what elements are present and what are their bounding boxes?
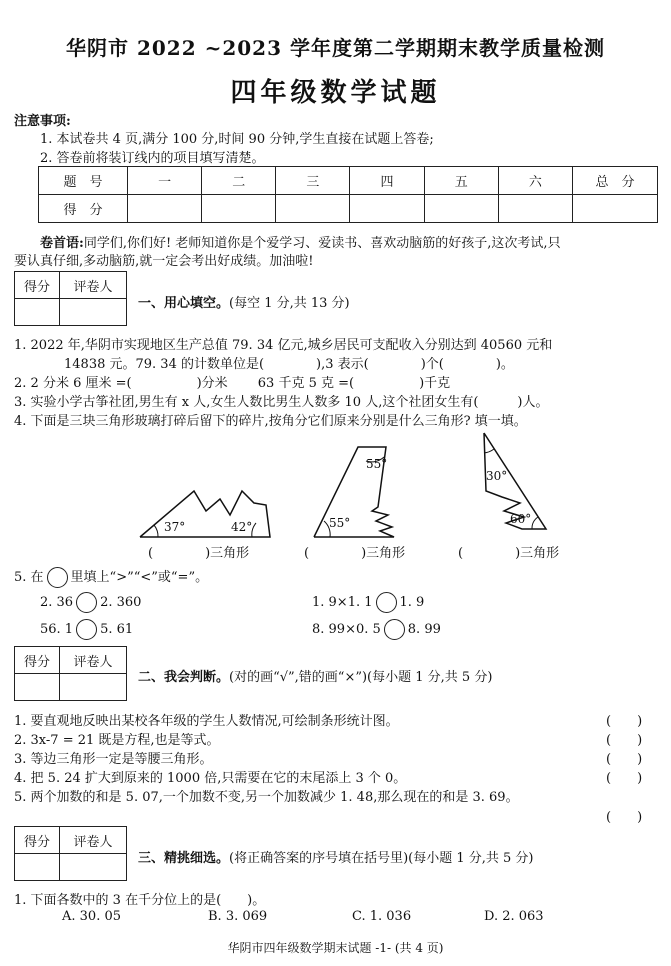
compare-item-4 xyxy=(312,619,441,640)
judge-bracket[interactable]: ( ) xyxy=(606,733,643,748)
grader-score-cell[interactable] xyxy=(15,299,60,326)
q1-1-line-1: 1. 2022 年,华阴市实现地区生产总值 79. 34 亿元,城乡居民可支配收入分别达到 40560 元和 xyxy=(14,338,553,353)
intro-label: 卷首语: xyxy=(40,236,84,251)
section-1-note: (每空 1 分,共 13 分) xyxy=(229,296,350,311)
score-header-cell: 二 xyxy=(202,167,276,195)
triangle-1-angle-b: 42° xyxy=(231,520,253,534)
intro-line-1 xyxy=(40,232,561,251)
score-cell[interactable] xyxy=(350,195,424,223)
judge-item-2: 2. 3x-7 = 21 既是方程,也是等式。 xyxy=(14,733,220,748)
exam-header-title: 华阴市 2022 ~2023 学年度第二学期期末教学质量检测 xyxy=(66,36,605,60)
q1-3: 3. 实验小学古筝社团,男生有 x 人,女生人数比男生人数多 10 人,这个社团女生有( )人。 xyxy=(14,395,549,410)
score-table-score-row xyxy=(39,195,658,223)
judge-bracket[interactable]: ( ) xyxy=(606,714,643,729)
grader-reviewer-cell[interactable] xyxy=(60,854,127,881)
score-table-header-row xyxy=(39,167,658,195)
score-header-cell: 五 xyxy=(424,167,498,195)
score-cell[interactable] xyxy=(424,195,498,223)
score-cell[interactable] xyxy=(202,195,276,223)
score-header-cell: 题 号 xyxy=(39,167,128,195)
page-footer: 华阴市四年级数学期末试题 -1- (共 4 页) xyxy=(227,941,444,955)
intro-line-2: 要认真仔细,多动脑筋,就一定会考出好成绩。加油啦! xyxy=(14,254,314,269)
q1-2: 2. 2 分米 6 厘米 =( )分米 63 千克 5 克 =( )千克 xyxy=(14,376,451,391)
q1-4: 4. 下面是三块三角形玻璃打碎后留下的碎片,按角分它们原来分别是什么三角形? 填一填。 xyxy=(14,414,527,429)
score-row-label: 得 分 xyxy=(39,195,128,223)
compare-right: 5. 61 xyxy=(100,622,134,637)
q1-5-prefix: 5. 在 xyxy=(14,570,44,585)
compare-item-2 xyxy=(312,592,424,613)
score-cell[interactable] xyxy=(276,195,350,223)
grader-score-label: 得分 xyxy=(15,647,60,674)
grader-reviewer-cell[interactable] xyxy=(60,674,127,701)
compare-circle-icon[interactable] xyxy=(76,619,97,640)
grader-reviewer-cell[interactable] xyxy=(60,299,127,326)
q1-5-suffix: 里填上“>”“<”或“=”。 xyxy=(70,570,209,585)
triangle-2-angle-left: 55° xyxy=(329,516,351,530)
grader-reviewer-label: 评卷人 xyxy=(60,647,127,674)
score-header-cell: 四 xyxy=(350,167,424,195)
choice-question-1: 1. 下面各数中的 3 在千分位上的是( )。 xyxy=(14,893,266,908)
triangle-2-angle-top: 55° xyxy=(366,457,388,471)
section-2-note: (对的画“√”,错的画“×”)(每小题 1 分,共 5 分) xyxy=(229,670,493,685)
grader-score-cell[interactable] xyxy=(15,674,60,701)
grader-box xyxy=(14,271,127,326)
grader-score-label: 得分 xyxy=(15,827,60,854)
compare-right: 2. 360 xyxy=(100,595,142,610)
section-2-title: 二、我会判断。 xyxy=(138,670,230,685)
score-header-cell: 三 xyxy=(276,167,350,195)
notes-item-2: 2. 答卷前将装订线内的项目填写清楚。 xyxy=(40,151,265,166)
section-1-title: 一、用心填空。 xyxy=(138,296,230,311)
grader-box xyxy=(14,826,127,881)
notes-heading: 注意事项: xyxy=(14,114,71,129)
choice-option-a: A. 30. 05 xyxy=(62,909,122,924)
notes-item-1: 1. 本试卷共 4 页,满分 100 分,时间 90 分钟,学生直接在试题上答卷; xyxy=(40,132,434,147)
compare-item-1 xyxy=(40,592,141,613)
grader-reviewer-label: 评卷人 xyxy=(60,827,127,854)
q1-1-line-2: 14838 元。79. 34 的计数单位是( ),3 表示( )个( )。 xyxy=(64,357,514,372)
section-2-heading xyxy=(138,666,492,685)
triangle-1-angle-a: 37° xyxy=(164,520,186,534)
compare-left: 56. 1 xyxy=(40,622,74,637)
compare-left: 1. 9×1. 1 xyxy=(312,595,373,610)
score-cell[interactable] xyxy=(498,195,572,223)
triangle-3-angle-top: 30° xyxy=(486,469,508,483)
q1-5 xyxy=(14,566,208,588)
judge-bracket[interactable]: ( ) xyxy=(606,810,643,825)
judge-item-1: 1. 要直观地反映出某校各年级的学生人数情况,可绘制条形统计图。 xyxy=(14,714,399,729)
compare-circle-icon xyxy=(47,567,68,588)
intro-text-1: 同学们,你们好! 老师知道你是个爱学习、爱读书、喜欢动脑筋的好孩子,这次考试,只 xyxy=(83,236,561,251)
choice-option-d: D. 2. 063 xyxy=(484,909,544,924)
triangle-2-answer: ( )三角形 xyxy=(304,546,406,561)
score-header-cell: 总 分 xyxy=(573,167,658,195)
grader-box xyxy=(14,646,127,701)
grader-score-label: 得分 xyxy=(15,272,60,299)
compare-circle-icon[interactable] xyxy=(76,592,97,613)
exam-subtitle: 四年级数学试题 xyxy=(230,78,441,108)
judge-bracket[interactable]: ( ) xyxy=(606,752,643,767)
section-3-heading xyxy=(138,847,534,866)
score-header-cell: 六 xyxy=(498,167,572,195)
judge-item-4: 4. 把 5. 24 扩大到原来的 1000 倍,只需要在它的末尾添上 3 个 0。 xyxy=(14,771,407,786)
compare-left: 8. 99×0. 5 xyxy=(312,622,381,637)
compare-circle-icon[interactable] xyxy=(384,619,405,640)
compare-left: 2. 36 xyxy=(40,595,74,610)
grader-reviewer-label: 评卷人 xyxy=(60,272,127,299)
score-header-cell: 一 xyxy=(128,167,202,195)
judge-bracket[interactable]: ( ) xyxy=(606,771,643,786)
compare-right: 8. 99 xyxy=(407,622,441,637)
choice-option-b: B. 3. 069 xyxy=(208,909,268,924)
triangle-3-answer: ( )三角形 xyxy=(458,546,560,561)
section-3-note: (将正确答案的序号填在括号里)(每小题 1 分,共 5 分) xyxy=(229,851,534,866)
judge-item-5: 5. 两个加数的和是 5. 07,一个加数不变,另一个加数减少 1. 48,那么现在的和是 3. 69。 xyxy=(14,790,519,805)
compare-right: 1. 9 xyxy=(399,595,425,610)
compare-item-3 xyxy=(40,619,133,640)
judge-item-3: 3. 等边三角形一定是等腰三角形。 xyxy=(14,752,213,767)
section-1-heading xyxy=(138,292,350,311)
choice-option-c: C. 1. 036 xyxy=(352,909,412,924)
compare-circle-icon[interactable] xyxy=(376,592,397,613)
score-cell[interactable] xyxy=(128,195,202,223)
section-3-title: 三、精挑细选。 xyxy=(138,851,230,866)
score-table xyxy=(38,166,658,223)
grader-score-cell[interactable] xyxy=(15,854,60,881)
triangle-3-angle-right: 60° xyxy=(510,512,532,526)
score-cell[interactable] xyxy=(573,195,658,223)
triangle-1-answer: ( )三角形 xyxy=(148,546,250,561)
